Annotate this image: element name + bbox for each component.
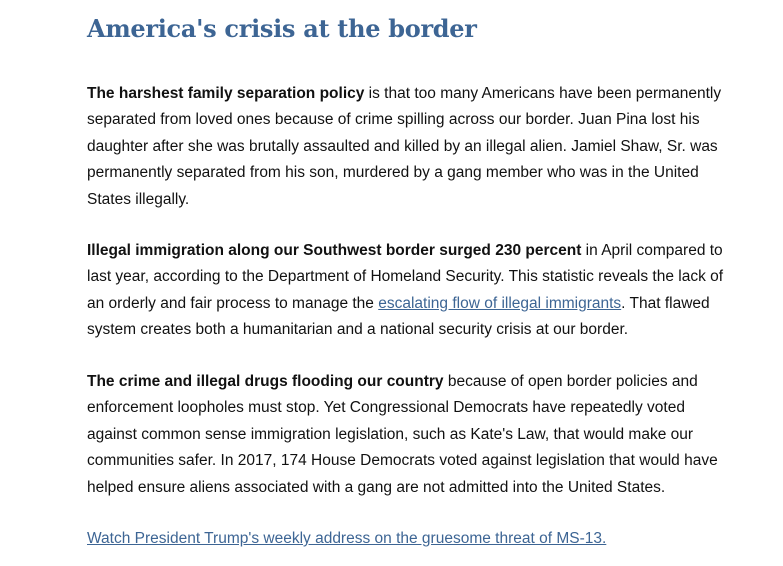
paragraph-lead: Illegal immigration along our Southwest border surged 230 percent: [87, 242, 582, 259]
paragraph-lead: The crime and illegal drugs flooding our country: [87, 373, 444, 390]
footer-paragraph: [87, 526, 727, 552]
paragraph-text: . That flawed system creates both a humanitarian and a national security crisis at our border.: [87, 294, 710, 339]
paragraph-border-surge: [87, 238, 727, 344]
paragraph-lead: The harshest family separation policy: [87, 85, 365, 102]
weekly-address-link[interactable]: Watch President Trump's weekly address on the gruesome threat of MS-13.: [87, 530, 607, 547]
paragraph-text: because of open border policies and enforcement loopholes must stop. Yet Congressional Democrats have repeatedly voted against common sense immigration legislation, such as Kate's Law, that would make our communities safer. In 2017, 174 House Democrats voted against legislation that would have helped ensure aliens associated with a gang are not admitted into the United States.: [87, 373, 718, 496]
paragraph-text: in April compared to last year, according to the Department of Homeland Security. This statistic reveals the lack of an orderly and fair process to manage the: [87, 242, 724, 312]
escalating-flow-link[interactable]: escalating flow of illegal immigrants: [378, 294, 622, 312]
paragraph-crime-drugs: [87, 369, 727, 501]
page-title: America's crisis at the border: [87, 14, 477, 43]
paragraph-text: is that too many Americans have been permanently separated from loved ones because of crime spilling across our border. Juan Pina lost his daughter after she was brutally assaulted and killed by an illegal alien. Jamiel Shaw, Sr. was permanently separated from his son, murdered by a gang member who was in the United States illegally.: [87, 85, 722, 208]
paragraph-family-separation: [87, 81, 727, 213]
